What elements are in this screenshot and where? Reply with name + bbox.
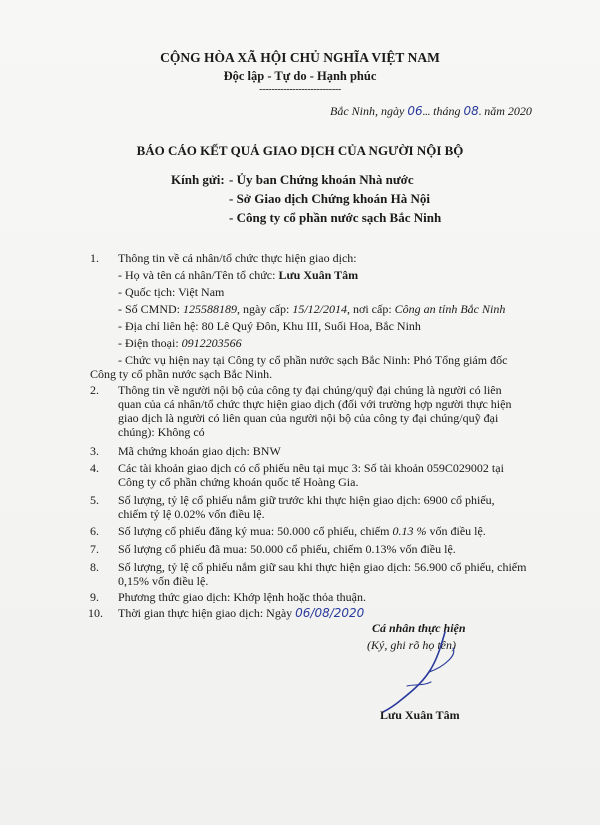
handwritten-signature — [345, 626, 475, 716]
item-number: 9. — [90, 590, 99, 604]
item-text: Thông tin về người nội bộ của công ty đại chúng/quỹ đại chúng là người có liên — [118, 383, 502, 397]
recipients-label: Kính gửi: — [171, 172, 225, 187]
item-number: 8. — [90, 560, 99, 574]
signer-name: Lưu Xuân Tâm — [380, 708, 460, 722]
holder-name-label: - Họ và tên cá nhân/Tên tổ chức: — [118, 268, 276, 282]
item-text: Các tài khoản giao dịch có cổ phiếu nêu tại mục 3: Số tài khoản 059C029002 tại — [118, 461, 504, 475]
item-text: Phương thức giao dịch: Khớp lệnh hoặc thỏa thuận. — [118, 590, 366, 604]
item-number: 5. — [90, 493, 99, 507]
item-text — [118, 524, 486, 539]
item-text: Thông tin về cá nhân/tổ chức thực hiện giao dịch: — [118, 251, 357, 265]
place-value: Công an tỉnh Bắc Ninh — [394, 302, 506, 316]
address-line: - Địa chỉ liên hệ: 80 Lê Quý Đôn, Khu III, Suối Hoa, Bắc Ninh — [118, 319, 421, 333]
signer-note: (Ký, ghi rõ họ tên) — [367, 638, 456, 652]
issue-date: 15/12/2014 — [292, 302, 347, 316]
item-text — [118, 606, 364, 621]
position-line-cont: Công ty cổ phần nước sạch Bắc Ninh. — [90, 367, 273, 381]
date-place: Bắc Ninh, ngày — [330, 104, 405, 118]
id-label: - Số CMND: — [118, 302, 181, 316]
item-number: 4. — [90, 461, 99, 475]
recipient-item: - Công ty cổ phần nước sạch Bắc Ninh — [229, 210, 442, 225]
item-text: chúng): Không có — [118, 425, 205, 439]
item-text: Số lượng, tỷ lệ cổ phiếu nắm giữ trước khi thực hiện giao dịch: 6900 cổ phiếu, — [118, 493, 495, 507]
transaction-date-label: Thời gian thực hiện giao dịch: Ngày — [118, 606, 293, 620]
item-text: Số lượng, tỷ lệ cổ phiếu nắm giữ sau khi thực hiện giao dịch: 56.900 cổ phiếu, chiếm — [118, 560, 527, 574]
item-number: 7. — [90, 542, 99, 556]
position-line: - Chức vụ hiện nay tại Công ty cổ phần nước sạch Bắc Ninh: Phó Tổng giám đốc — [118, 353, 508, 367]
republic-heading: CỘNG HÒA XÃ HỘI CHỦ NGHĨA VIỆT NAM — [160, 50, 440, 65]
item-number: 10. — [88, 606, 103, 620]
item-text: Số lượng cổ phiếu đã mua: 50.000 cổ phiếu, chiếm 0.13% vốn điều lệ. — [118, 542, 456, 556]
place-label: , nơi cấp: — [347, 302, 392, 316]
item-number: 1. — [90, 251, 99, 265]
item-number: 3. — [90, 444, 99, 458]
recipient-item: - Ủy ban Chứng khoán Nhà nước — [229, 172, 414, 187]
id-value: 125588189 — [183, 302, 238, 316]
nationality-line: - Quốc tịch: Việt Nam — [118, 285, 225, 299]
item-number: 2. — [90, 383, 99, 397]
item-text-pre: Số lượng cổ phiếu đăng ký mua: 50.000 cổ phiếu, chiếm — [118, 524, 390, 538]
item-text: quan của cá nhân/tổ chức thực hiện giao dịch (đối với trường hợp người thực hiện — [118, 397, 512, 411]
date-line: Bắc Ninh, ngày 06... tháng 08. năm 2020 — [330, 104, 532, 118]
recipient-item: - Sở Giao dịch Chứng khoán Hà Nội — [229, 191, 431, 206]
transaction-date: 06/08/2020 — [295, 606, 365, 620]
id-line — [118, 302, 505, 317]
holder-name-value: Lưu Xuân Tâm — [278, 268, 359, 282]
item-number: 6. — [90, 524, 99, 538]
phone-value: 0912203566 — [181, 336, 242, 350]
item-text-post: vốn điều lệ. — [429, 524, 486, 538]
date-year: năm 2020 — [484, 104, 532, 118]
holder-name-line — [118, 268, 358, 283]
item-text: 0,15% vốn điều lệ. — [118, 574, 209, 588]
registered-percent: 0.13 % — [392, 524, 427, 538]
date-day: 06 — [407, 104, 423, 118]
date-month-label: tháng — [433, 104, 461, 118]
item-text: chiếm tỷ lệ 0.02% vốn điều lệ. — [118, 507, 265, 521]
motto: Độc lập - Tự do - Hạnh phúc — [223, 69, 377, 83]
item-text: giao dịch là người có liên quan của người nội bộ của công ty đại chúng/quỹ đại — [118, 411, 499, 425]
signer-title: Cá nhân thực hiện — [372, 621, 466, 635]
phone-label: - Điện thoại: — [118, 336, 179, 350]
phone-line — [118, 336, 242, 351]
item-text: Công ty cổ phần chứng khoán quốc tế Hoàng Gia. — [118, 475, 359, 489]
date-month: 08 — [463, 104, 479, 118]
item-text: Mã chứng khoán giao dịch: BNW — [118, 444, 281, 458]
header-separator: --------------------------- — [259, 84, 341, 95]
issue-label: , ngày cấp: — [237, 302, 290, 316]
document-title: BÁO CÁO KẾT QUẢ GIAO DỊCH CỦA NGƯỜI NỘI BỘ — [136, 143, 464, 158]
